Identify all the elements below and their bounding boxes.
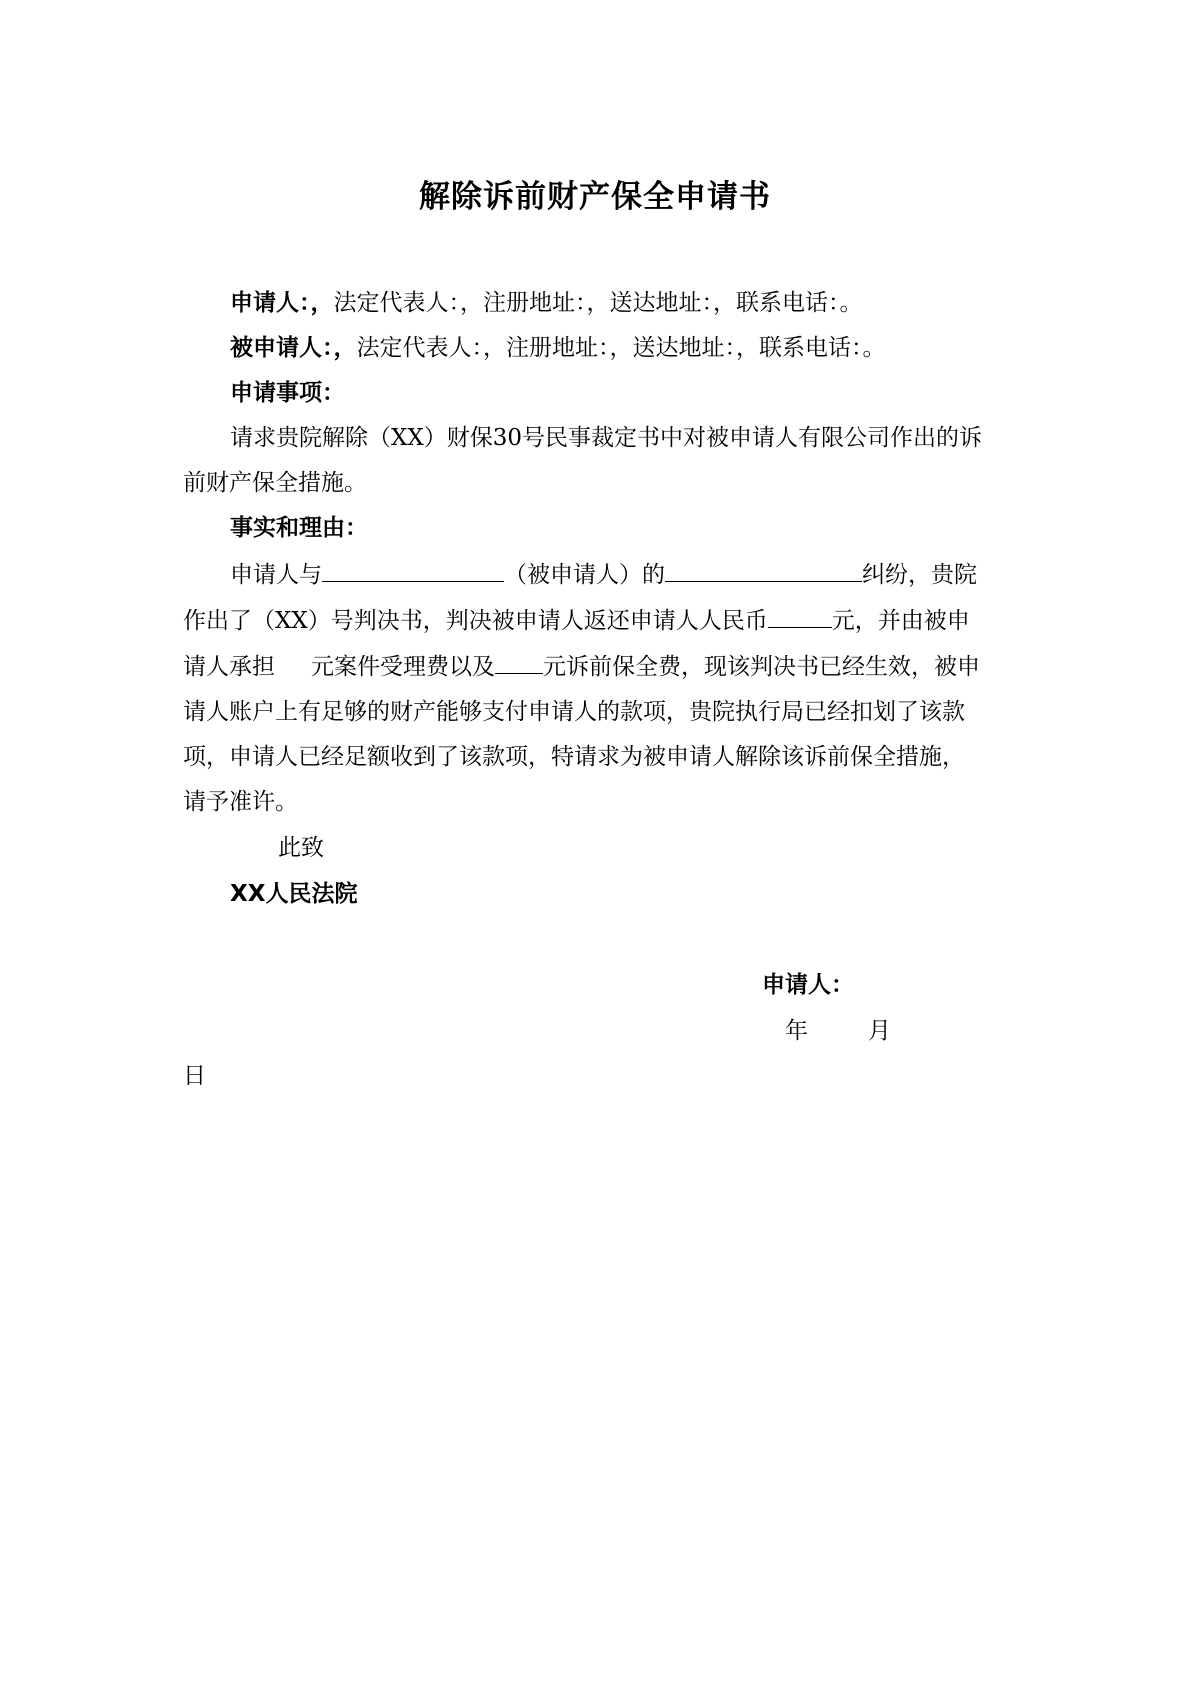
request-text-line-2: 前财产保全措施。 (183, 470, 367, 496)
respondent-line (230, 333, 886, 363)
request-heading: 申请事项： (230, 380, 345, 406)
facts-line-2 (183, 605, 970, 636)
facts-line-5: 项，申请人已经足额收到了该款项，特请求为被申请人解除该诉前保全措施， (183, 744, 965, 770)
request-text-line-1: 请求贵院解除（XX）财保30号民事裁定书中对被申请人有限公司作出的诉 (230, 425, 983, 451)
facts-line-4: 请人账户上有足够的财产能够支付申请人的款项，贵院执行局已经扣划了该款 (183, 699, 965, 725)
facts-text: 申请人与 (230, 562, 322, 588)
facts-heading: 事实和理由： (230, 515, 368, 541)
facts-text: 元案件受理费以及 (311, 654, 495, 680)
date-month: 月 (868, 1018, 891, 1044)
blank-field-preservation-fee (495, 651, 543, 674)
facts-text: 请人承担 (183, 654, 275, 680)
facts-line-1 (230, 559, 977, 590)
document-title: 解除诉前财产保全申请书 (419, 179, 771, 215)
facts-text: 作出了（XX）号判决书，判决被申请人返还申请人人民币 (183, 608, 768, 634)
facts-text: （被申请人）的 (504, 562, 665, 588)
blank-field-amount (768, 605, 832, 628)
date-year: 年 (785, 1018, 808, 1044)
salutation: 此致 (278, 835, 324, 861)
applicant-details: 法定代表人：，注册地址：，送达地址：，联系电话：。 (333, 290, 863, 316)
facts-line-3 (183, 651, 980, 682)
respondent-details: 法定代表人：，注册地址：，送达地址：，联系电话：。 (356, 335, 886, 361)
blank-field-dispute-type (665, 559, 862, 582)
signature-label: 申请人： (762, 972, 854, 998)
blank-field-respondent-name (322, 559, 504, 582)
facts-text: 元，并由被申 (831, 608, 970, 634)
applicant-label: 申请人：， (230, 290, 334, 316)
facts-text: 元诉前保全费，现该判决书已经生效，被申 (543, 654, 980, 680)
facts-line-6: 请予准许。 (183, 789, 298, 815)
facts-text: 纠纷，贵院 (862, 562, 977, 588)
applicant-line (230, 288, 863, 318)
date-day: 日 (183, 1063, 206, 1089)
court-name: XX人民法院 (230, 881, 358, 907)
respondent-label: 被申请人：， (230, 335, 357, 361)
